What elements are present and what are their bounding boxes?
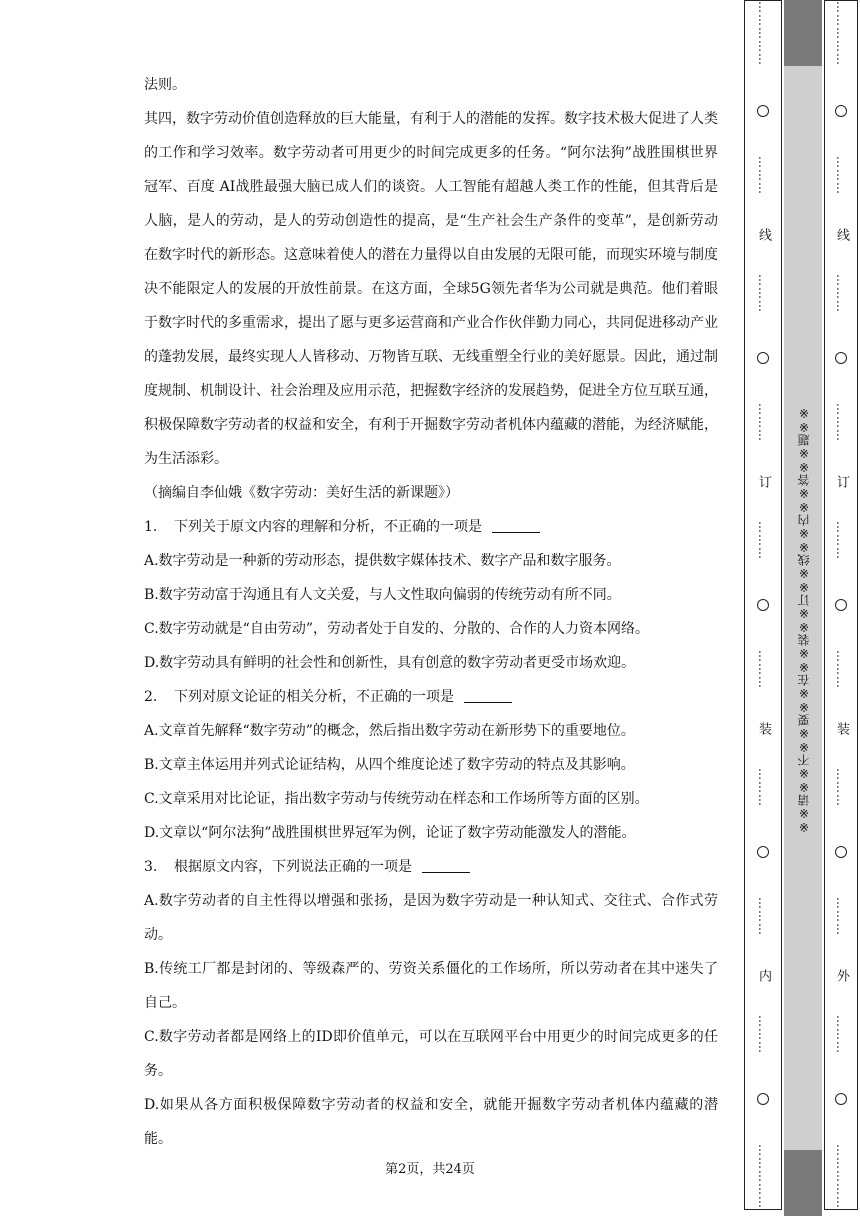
option-d: D.数字劳动具有鲜明的社会性和创新性，具有创意的数字劳动者更受市场欢迎。	[144, 655, 636, 671]
option-b: B.传统工厂都是封闭的、等级森严的、劳资关系僵化的工作场所，所以劳动者在其中迷失了自己。	[144, 961, 718, 1011]
binding-label-order: 订	[834, 475, 849, 488]
option-c: C.数字劳动就是“自由劳动”，劳动者处于自发的、分散的、合作的人力资本网络。	[144, 621, 649, 637]
option-b: B.文章主体运用并列式论证结构，从四个维度论述了数字劳动的特点及其影响。	[144, 757, 635, 773]
question-3	[144, 850, 718, 1156]
option-d: D.文章以“阿尔法狗”战胜围棋世界冠军为例，论证了数字劳动能激发人的潜能。	[144, 825, 636, 841]
binding-label-line: 线	[756, 228, 771, 241]
question-stem: 根据原文内容，下列说法正确的一项是	[174, 859, 412, 875]
page-footer: 第2页，共24页	[385, 1162, 475, 1177]
punch-hole-icon	[757, 846, 769, 858]
binding-label-inner: 内	[756, 969, 771, 982]
binding-gray-block-bottom	[784, 1150, 822, 1216]
passage-source: （摘编自李仙娥《数字劳动：美好生活的新课题》）	[144, 485, 459, 501]
option-a: A.数字劳动者的自主性得以增强和张扬，是因为数字劳动是一种认知式、交往式、合作式劳动。	[144, 893, 718, 943]
option-c: C.数字劳动者都是网络上的ID即价值单元，可以在互联网平台中用更少的时间完成更多的任务。	[144, 1029, 718, 1079]
punch-hole-icon	[757, 599, 769, 611]
binding-label-bind: 装	[756, 722, 771, 735]
option-a: A.数字劳动是一种新的劳动形态，提供数字媒体技术、数字产品和数字服务。	[144, 553, 621, 569]
answer-blank[interactable]	[464, 688, 512, 703]
binding-strip-inner: …………… ……… 线 ……… ……… 订 ……… ……… 装 ……… ……… 内 ……… ……………	[744, 0, 782, 1210]
binding-strip-outer: …………… ……… 线 ……… ……… 订 ……… ……… 装 ……… ……… 外 ……… ……………	[824, 0, 858, 1210]
question-stem: 下列对原文论证的相关分析，不正确的一项是	[174, 689, 454, 705]
question-2	[144, 680, 718, 850]
answer-blank[interactable]	[492, 518, 540, 533]
binding-gray-block-top	[784, 0, 822, 66]
question-1	[144, 510, 718, 680]
option-c: C.文章采用对比论证，指出数字劳动与传统劳动在样态和工作场所等方面的区别。	[144, 791, 649, 807]
punch-hole-icon	[835, 105, 847, 117]
answer-blank[interactable]	[422, 858, 470, 873]
question-number: 2.	[144, 689, 158, 705]
punch-hole-icon	[757, 352, 769, 364]
option-a: A.文章首先解释“数字劳动”的概念，然后指出数字劳动在新形势下的重要地位。	[144, 723, 635, 739]
passage-line-continuation: 法则。	[144, 77, 186, 93]
passage-content	[144, 68, 718, 1156]
punch-hole-icon	[757, 1093, 769, 1105]
option-b: B.数字劳动富于沟通且有人文关爱，与人文性取向偏弱的传统劳动有所不同。	[144, 587, 621, 603]
binding-label-order: 订	[756, 475, 771, 488]
question-number: 3.	[144, 859, 158, 875]
punch-hole-icon	[835, 599, 847, 611]
binding-label-line: 线	[834, 228, 849, 241]
option-d: D.如果从各方面积极保障数字劳动者的权益和安全，就能开掘数字劳动者机体内蕴藏的潜能。	[144, 1097, 718, 1147]
question-stem: 下列关于原文内容的理解和分析，不正确的一项是	[174, 519, 482, 535]
punch-hole-icon	[835, 1093, 847, 1105]
question-number: 1.	[144, 519, 158, 535]
passage-paragraph-4: 其四，数字劳动价值创造释放的巨大能量，有利于人的潜能的发挥。数字技术极大促进了人类的工作和学习效率。数字劳动者可用更少的时间完成更多的任务。“阿尔法狗”战胜围棋世界冠军、百度 AI战胜最强大脑已成人们的谈资。人工智能有超越人类工作的性能，但其背后是人脑，是人的劳动，是人的劳动创造性的提高，是“生产社会生产条件的变革”，是创新劳动在数字时代的新形态。这意味着使人的潜在力量得以自由发展的无限可能，而现实环境与制度决不能限定人的发展的开放性前景。在这方面，全球5G领先者华为公司就是典范。他们着眼于数字时代的多重需求，提出了愿与更多运营商和产业合作伙伴勤力同心，共同促进移动产业的蓬勃发展，最终实现人人皆移动、万物皆互联、无线重塑全行业的美好愿景。因此，通过制度规制、机制设计、社会治理及应用示范，把握数字经济的发展趋势，促进全方位互联互通，积极保障数字劳动者的权益和安全，有利于开掘数字劳动者机体内蕴藏的潜能，为经济赋能，为生活添彩。	[144, 111, 718, 467]
punch-hole-icon	[757, 105, 769, 117]
punch-hole-icon	[835, 352, 847, 364]
punch-hole-icon	[835, 846, 847, 858]
binding-warning-text: ※※请※※不※※要※※在※※装※※订※※线※※内※※答※※题※※	[796, 406, 811, 834]
binding-label-outer: 外	[834, 969, 849, 982]
binding-warning	[786, 360, 820, 880]
binding-label-bind: 装	[834, 722, 849, 735]
